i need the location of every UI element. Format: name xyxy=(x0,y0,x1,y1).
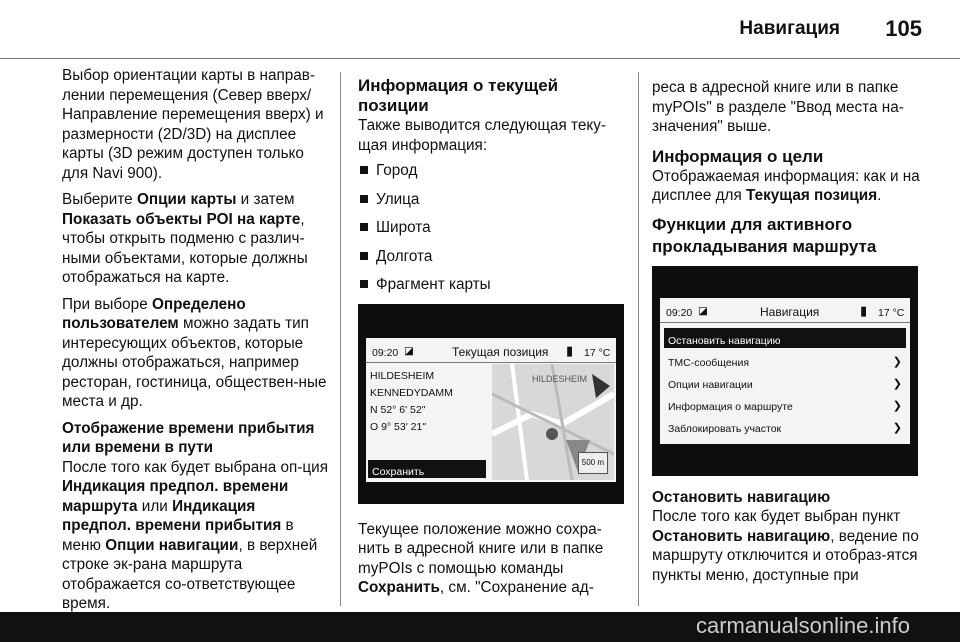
list-item: Фрагмент карты xyxy=(358,275,626,295)
column-2 xyxy=(358,76,626,605)
header-divider xyxy=(0,58,960,59)
page-number: 105 xyxy=(885,16,922,41)
chevron-right-icon: ❯ xyxy=(892,399,902,412)
section-heading: Отображение времени прибытия или времени в пути xyxy=(62,419,315,456)
map-fragment xyxy=(492,364,614,480)
status-bar xyxy=(660,298,910,323)
phone-icon: ▮ xyxy=(860,302,868,318)
bullet-icon xyxy=(360,166,368,174)
paragraph: Текущее положение можно сохра-нить в адресной книге или в папке myPOIs с помощью команды Сохранить, см. "Сохранение ад- xyxy=(358,520,604,596)
chevron-right-icon: ❯ xyxy=(892,377,902,390)
chevron-right-icon: ❯ xyxy=(892,421,902,434)
chevron-right-icon: ❯ xyxy=(892,355,902,368)
screenshot-current-position xyxy=(358,304,624,504)
status-bar xyxy=(366,338,616,363)
list-item: Улица xyxy=(358,190,626,210)
menu-item-block-section[interactable]: Заблокировать участок ❯ xyxy=(664,416,906,436)
display-screen xyxy=(366,338,616,482)
bullet-list xyxy=(358,161,626,295)
map-label: HILDESHEIM xyxy=(532,373,588,384)
watermark: carmanualsonline.info xyxy=(695,613,910,638)
screen-title: Навигация xyxy=(760,304,820,319)
save-button[interactable]: Сохранить xyxy=(368,460,486,478)
list-item: Долгота xyxy=(358,247,626,267)
city-value: HILDESHEIM xyxy=(370,369,435,382)
section-heading: Остановить навигацию xyxy=(652,488,831,506)
menu-item-navigation-options[interactable]: Опции навигации ❯ xyxy=(664,372,906,392)
column-3 xyxy=(652,78,922,592)
latitude-value: N 52° 6' 52" xyxy=(370,403,426,416)
section-heading: Информация о текущей позиции xyxy=(358,76,559,115)
map-scale: 500 m xyxy=(578,452,608,474)
bullet-icon xyxy=(360,195,368,203)
menu-item-tmc[interactable]: TMC-сообщения ❯ xyxy=(664,350,906,370)
list-item: Город xyxy=(358,161,626,181)
display-screen xyxy=(660,298,910,444)
paragraph: Выберите Опции карты и затем Показать объекты POI на карте, чтобы открыть подменю с различ-ными объектами, которые должны отображаться на карте. xyxy=(62,191,308,286)
signal-icon: ◪ xyxy=(404,344,414,357)
paragraph: После того как будет выбрана оп-ция Индикация предпол. времени маршрута или Индикация предпол. времени прибытия в меню Опции навигации, в верхней строке эк-рана маршрута отображается со-ответствующее время. xyxy=(62,458,328,612)
paragraph: реса в адресной книге или в папке myPOIs" в разделе "Ввод места на-значения" выше. xyxy=(652,79,904,135)
screen-title: Текущая позиция xyxy=(452,344,549,359)
paragraph: После того как будет выбран пункт Остановить навигацию, ведение по маршруту отключится и отобраз-ятся пункты меню, доступные при xyxy=(652,508,919,584)
clock: 09:20 xyxy=(372,346,399,359)
bullet-icon xyxy=(360,223,368,231)
section-heading: Функции для активного прокладывания маршрута xyxy=(652,214,877,256)
header-title: Навигация xyxy=(739,18,840,39)
paragraph: Отображаемая информация: как и на дисплее для Текущая позиция. xyxy=(652,167,920,204)
list-item: Широта xyxy=(358,218,626,238)
bullet-icon xyxy=(360,252,368,260)
street-value: KENNEDYDAMM xyxy=(370,386,453,399)
footer-bar xyxy=(0,612,960,642)
column-divider xyxy=(638,72,639,606)
section-heading: Информация о цели xyxy=(652,146,824,166)
paragraph: При выборе Определено пользователем можно задать тип интересующих объектов, которые должны отображаться, например ресторан, гостиница, обществен-ные места и др. xyxy=(62,295,327,410)
temperature: 17 °C xyxy=(584,346,611,359)
screenshot-navigation-menu xyxy=(652,266,918,476)
signal-icon: ◪ xyxy=(698,304,708,317)
phone-icon: ▮ xyxy=(566,342,574,358)
menu-item-stop-navigation[interactable]: Остановить навигацию xyxy=(664,328,906,348)
clock: 09:20 xyxy=(666,306,693,319)
paragraph: Также выводится следующая теку-щая информация: xyxy=(358,117,606,154)
longitude-value: O 9° 53' 21" xyxy=(370,420,427,433)
bullet-icon xyxy=(360,280,368,288)
paragraph: Выбор ориентации карты в направ-лении перемещения (Север вверх/Направление перемещения вверх) и размерности (2D/3D) на дисплее карты (3D режим доступен только для Navi 900). xyxy=(62,67,324,182)
column-1 xyxy=(62,66,328,621)
temperature: 17 °C xyxy=(878,306,905,319)
menu-item-route-info[interactable]: Информация о маршруте ❯ xyxy=(664,394,906,414)
column-divider xyxy=(340,72,341,606)
position-info xyxy=(370,368,453,436)
